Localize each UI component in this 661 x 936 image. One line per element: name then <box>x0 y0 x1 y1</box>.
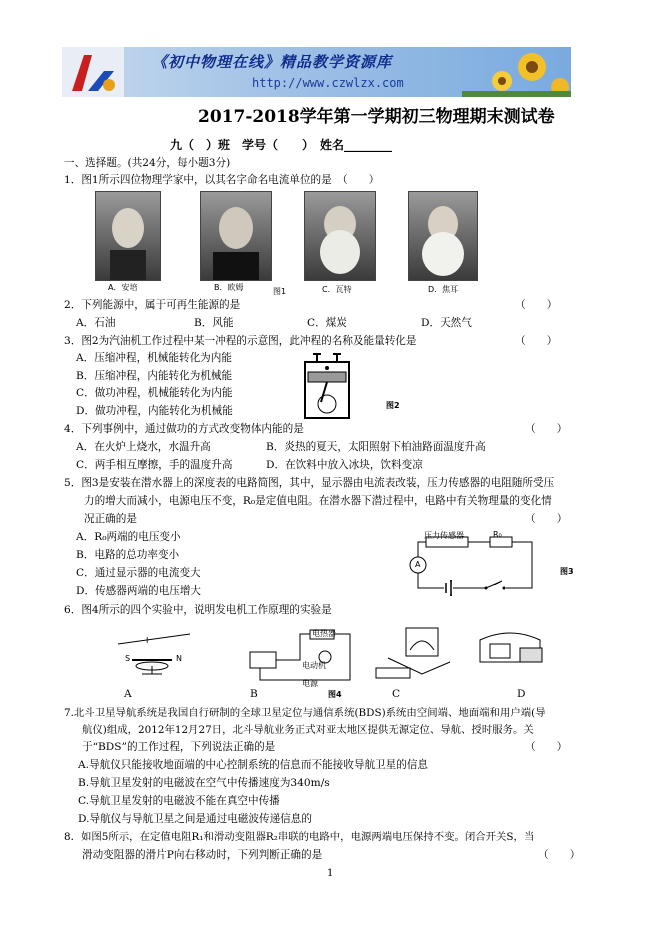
q3-answer-paren: （ ） <box>515 335 558 347</box>
q4-stem: 4．下列事例中，通过做功的方式改变物体内能的是 <box>64 423 304 435</box>
q5-option-b: B．电路的总功率变小 <box>76 549 180 561</box>
q8-line-1: 8．如图5所示，在定值电阻R₁和滑动变阻器R₂串联的电路中，电源两端电压保持不变。闭合开关S，当 <box>64 831 535 843</box>
q4-option-b: B．炎热的夏天，太阳照射下柏油路面温度升高 <box>266 441 486 453</box>
fig4-north-label: N <box>176 654 182 663</box>
q4-option-a: A．在火炉上烧水，水温升高 <box>76 441 211 453</box>
portrait-watt <box>304 191 376 281</box>
q3-option-a: A．压缩冲程，机械能转化为内能 <box>76 352 232 364</box>
q7-line-1: 7.北斗卫星导航系统是我国自行研制的全球卫星定位与通信系统(BDS)系统由空间端、地面端和用户端(导 <box>64 707 546 719</box>
q3-option-b: B．压缩冲程，内能转化为机械能 <box>76 370 233 382</box>
figure4-label: 图4 <box>328 690 342 699</box>
q8-line-2: 滑动变阻器的滑片P向右移动时，下列判断正确的是 <box>82 849 323 861</box>
q7-answer-paren: （ ） <box>525 741 568 753</box>
q5-answer-paren: （ ） <box>525 513 568 525</box>
q5-option-d: D．传感器两端的电压增大 <box>76 585 202 597</box>
engine-cylinder-diagram <box>293 350 373 422</box>
q5-option-a: A．R₀两端的电压变小 <box>76 531 181 543</box>
q5-option-c: C．通过显示器的电流变大 <box>76 567 201 579</box>
q2-option-c: C．煤炭 <box>307 317 347 329</box>
q3-stem: 3．图2为汽油机工作过程中某一冲程的示意图，此冲程的名称及能量转化是 <box>64 335 417 347</box>
figure3-label: 图3 <box>560 567 574 576</box>
exam-title: 2017-2018学年第一学期初三物理期末测试卷 <box>198 107 555 127</box>
q7-option-b: B.导航卫星发射的电磁波在空气中传播速度为340m/s <box>78 777 330 789</box>
caption-d: D．焦耳 <box>428 285 459 294</box>
fig4-letter-d: D <box>517 688 526 700</box>
q4-answer-paren: （ ） <box>525 423 568 435</box>
q7-line-3: 于“BDS”的工作过程，下列说法正确的是 <box>82 741 276 753</box>
caption-b: B．欧姆 <box>214 283 244 292</box>
fig4-south-label: S <box>125 654 131 663</box>
figure3-circuit <box>400 528 550 600</box>
q7-line-2: 航仪)组成，2012年12月27日，北斗导航业务正式对亚太地区提供无源定位、导航、授时服务。关 <box>82 724 534 736</box>
fig4-heater-label: 电热器 <box>312 629 336 638</box>
q2-stem: 2．下列能源中，属于可再生能源的是 <box>64 299 241 311</box>
fig4-power-label: 电源 <box>302 679 318 688</box>
fig4-letter-c: C <box>392 688 401 700</box>
header-banner <box>62 47 571 97</box>
banner-url: http://www.czwlzx.com <box>252 76 404 90</box>
q7-option-d: D.导航仪与导航卫星之间是通过电磁波传递信息的 <box>78 813 312 825</box>
ammeter-label: A <box>415 560 421 569</box>
portrait-joule <box>408 191 478 281</box>
q2-option-d: D．天然气 <box>421 317 472 329</box>
q6-stem: 6．图4所示的四个实验中，说明发电机工作原理的实验是 <box>64 604 332 616</box>
q3-option-d: D．做功冲程，内能转化为机械能 <box>76 405 233 417</box>
banner-title: 《初中物理在线》精品教学资源库 <box>152 53 393 71</box>
q5-line-2: 力的增大而减小，电源电压不变，R₀是定值电阻。在潜水器下潜过程中，电路中有关物理量的变化情 <box>84 495 552 507</box>
caption-c: C．瓦特 <box>322 285 352 294</box>
student-info-line: 九（ ）班 学号（ ） 姓名________ <box>170 138 393 152</box>
figure1-label: 图1 <box>273 287 287 296</box>
portrait-ohm <box>200 191 272 281</box>
caption-a: A．安培 <box>108 283 138 292</box>
pressure-sensor-label: 压力传感器 <box>424 531 464 540</box>
fig4-letter-a: A <box>124 688 132 700</box>
q8-answer-paren: （ ） <box>538 849 581 861</box>
figure2-label: 图2 <box>386 401 400 410</box>
fig4-letter-b: B <box>250 688 258 700</box>
portrait-ampere <box>95 191 161 281</box>
q7-option-a: A.导航仪只能接收地面端的中心控制系统的信息而不能接收导航卫星的信息 <box>78 759 429 771</box>
q4-option-c: C．两手相互摩擦，手的温度升高 <box>76 459 233 471</box>
page-number: 1 <box>327 868 334 879</box>
q2-option-b: B．风能 <box>194 317 234 329</box>
r0-label: R₀ <box>493 530 502 539</box>
fig4-motor-label: 电动机 <box>302 661 326 670</box>
section-heading: 一、选择题。(共24分，每小题3分) <box>64 157 231 169</box>
fig4-current-label: I <box>146 636 149 645</box>
q5-line-3: 况正确的是 <box>84 513 137 525</box>
q1-stem: 1．图1所示四位物理学家中，以其名字命名电流单位的是 （ ） <box>64 174 380 186</box>
q2-answer-paren: （ ） <box>515 299 558 311</box>
q3-option-c: C．做功冲程，机械能转化为内能 <box>76 387 233 399</box>
q5-line-1: 5．图3是安装在潜水器上的深度表的电路简图，其中，显示器由电流表改装，压力传感器的电阻随所受压 <box>64 477 555 489</box>
q7-option-c: C.导航卫星发射的电磁波不能在真空中传播 <box>78 795 280 807</box>
q2-option-a: A．石油 <box>76 317 116 329</box>
q4-option-d: D．在饮料中放入冰块，饮料变凉 <box>266 459 423 471</box>
